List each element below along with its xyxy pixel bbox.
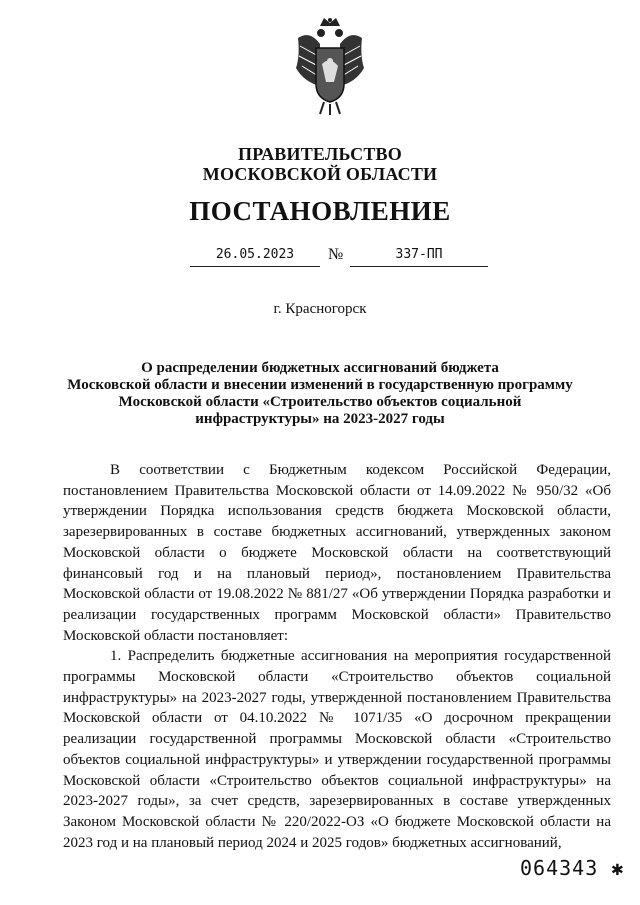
serial-stamp: 064343 ✱ <box>520 856 625 880</box>
subject-line-1: О распределении бюджетных ассигнований бюджета <box>141 360 499 376</box>
subject-line-3: Московской области «Строительство объектов социальной <box>118 394 522 410</box>
org-line-1: ПРАВИТЕЛЬСТВО <box>238 144 402 164</box>
subject-line-4: инфраструктуры» на 2023-2027 годы <box>195 411 445 427</box>
org-line-2: МОСКОВСКОЙ ОБЛАСТИ <box>202 164 438 184</box>
coat-of-arms-icon <box>290 16 370 116</box>
document-date: 26.05.2023 <box>190 246 320 267</box>
number-sign: № <box>328 246 344 263</box>
city: г. Красногорск <box>273 301 367 317</box>
body-paragraph-2: 1. Распределить бюджетные ассигнования на мероприятия государственной программы Московской области «Строительство объектов социальной инфраструктуры» на 2023-2027 годы, утвержденной постановлением Правительства Московской области от 04.10.2022 № 1071/35 «О досрочном прекращении реализации государственной программы Московской области «Строительство объектов социальной инфраструктуры» и утверждении государственной программы Московской области «Строительство объектов социальной инфраструктуры» на 2023-2027 годы», за счет средств, зарезервированных в составе утвержденных Законом Московской области № 220/2022-ОЗ «О бюджете Московской области на 2023 год и на плановый период 2024 и 2025 годов» бюджетных ассигнований, <box>63 648 611 851</box>
document-subject <box>0 360 640 428</box>
body-paragraph-1: В соответствии с Бюджетным кодексом Российской Федерации, постановлением Правительства Московской области от 14.09.2022 № 950/32 «Об утверждении Порядка использования средств бюджета Московской области, зарезервированных в составе бюджетных ассигнований, утвержденных законом Московской области о бюджете Московской области на соответствующий финансовый год и на плановый период», постановлением Правительства Московской области от 19.08.2022 № 881/27 «Об утверждении Порядка разработки и реализации государственных программ Московской области» Правительство Московской области постановляет: <box>63 462 611 644</box>
date-number-line <box>0 246 640 268</box>
document-number: 337-ПП <box>350 246 488 267</box>
document-type-title: ПОСТАНОВЛЕНИЕ <box>189 196 451 226</box>
issuing-organization <box>0 144 640 184</box>
subject-line-2: Московской области и внесении изменений в государственную программу <box>67 377 573 393</box>
document-body <box>63 460 611 853</box>
